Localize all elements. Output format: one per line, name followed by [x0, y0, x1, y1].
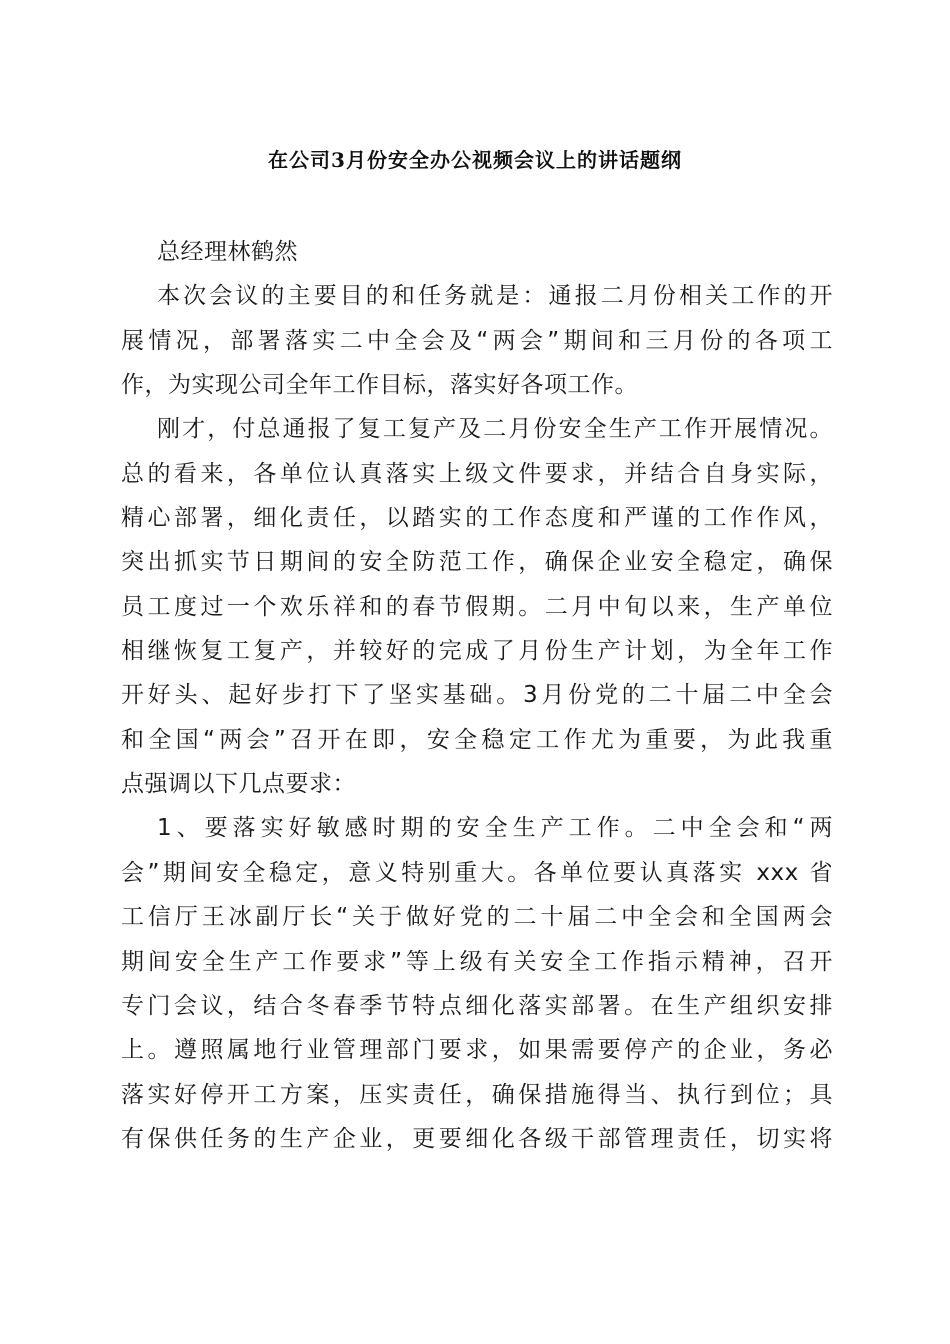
document-title: 在公司3月份安全办公视频会议上的讲话题纲	[268, 148, 682, 172]
text-line: 点强调以下几点要求：	[121, 771, 356, 798]
document-body	[121, 230, 833, 1161]
text-line: 上。遵照属地行业管理部门要求，如果需要停产的企业，务必	[121, 1037, 833, 1064]
text-line: 总的看来，各单位认真落实上级文件要求，并结合自身实际，	[121, 460, 833, 487]
text-line: 落实好停开工方案，压实责任，确保措施得当、执行到位；具	[121, 1081, 833, 1108]
text-line: 1、要落实好敏感时期的安全生产工作。二中全会和“两	[157, 815, 833, 842]
text-line: 会”期间安全稳定，意义特别重大。各单位要认真落实 xxx 省	[121, 859, 833, 886]
text-line: 突出抓实节日期间的安全防范工作，确保企业安全稳定，确保	[121, 549, 833, 576]
text-line: 和全国“两会”召开在即，安全稳定工作尤为重要，为此我重	[121, 726, 833, 753]
text-line: 工信厅王冰副厅长“关于做好党的二十届二中全会和全国两会	[121, 904, 833, 931]
text-line: 期间安全生产工作要求”等上级有关安全工作指示精神，召开	[121, 948, 833, 975]
text-line: 本次会议的主要目的和任务就是：通报二月份相关工作的开	[157, 283, 833, 310]
text-line: 专门会议，结合冬春季节特点细化落实部署。在生产组织安排	[121, 992, 833, 1019]
text-line: 员工度过一个欢乐祥和的春节假期。二月中旬以来，生产单位	[121, 593, 833, 620]
text-line: 有保供任务的生产企业，更要细化各级干部管理责任，切实将	[121, 1125, 833, 1152]
text-line: 刚才，付总通报了复工复产及二月份安全生产工作开展情况。	[157, 416, 833, 443]
text-line: 作，为实现公司全年工作目标，落实好各项工作。	[121, 372, 638, 399]
text-line: 相继恢复工复产，并较好的完成了月份生产计划，为全年工作	[121, 638, 833, 665]
text-line: 展情况，部署落实二中全会及“两会”期间和三月份的各项工	[121, 327, 833, 354]
text-line: 精心部署，细化责任，以踏实的工作态度和严谨的工作作风，	[121, 505, 833, 532]
text-line: 开好头、起好步打下了坚实基础。3月份党的二十届二中全会	[121, 682, 833, 709]
text-line: 总经理林鹤然	[157, 239, 298, 265]
